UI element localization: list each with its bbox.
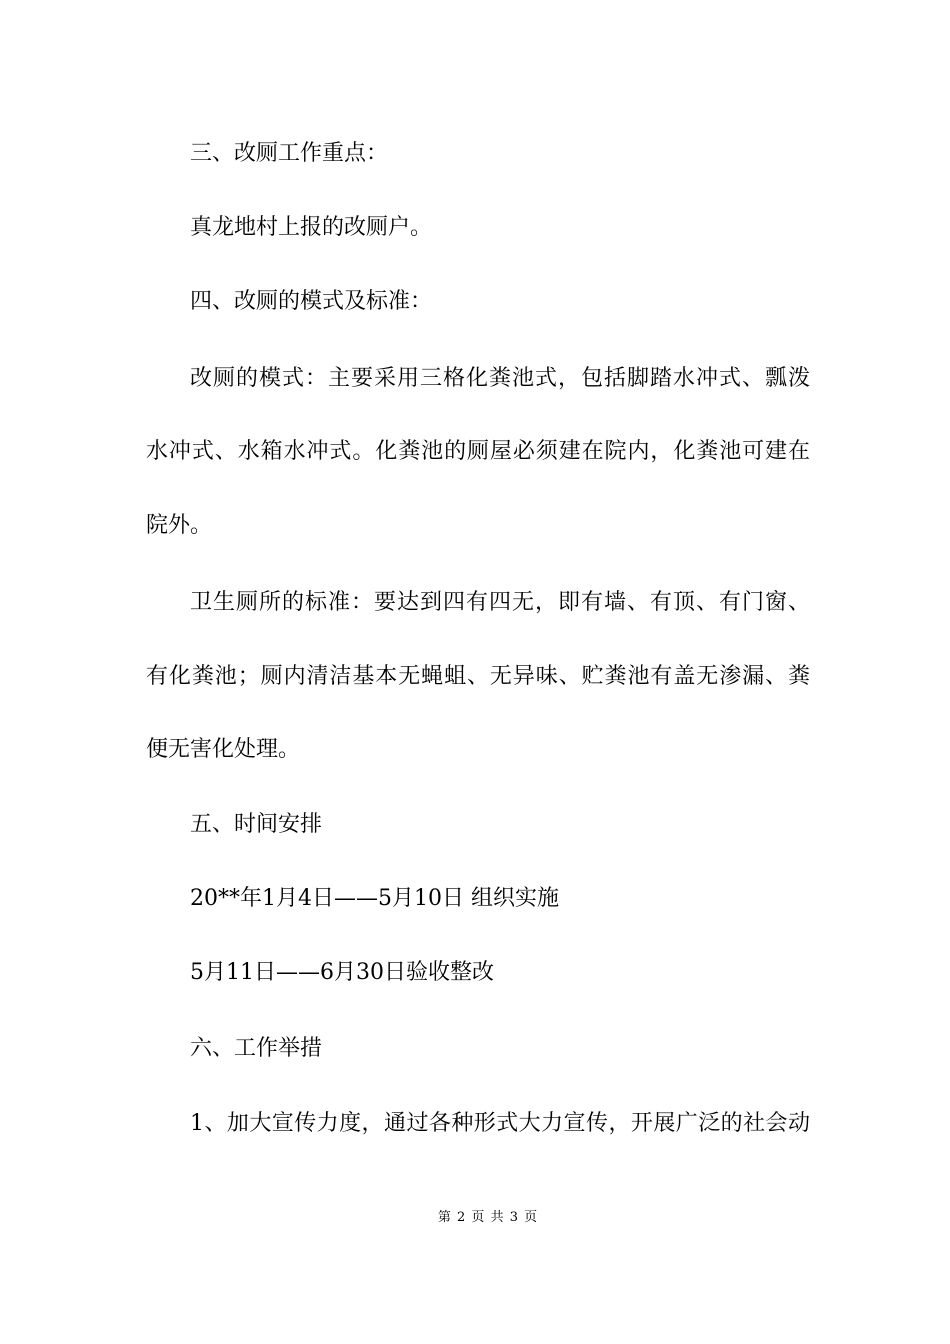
- paragraph-focus-households: 真龙地村上报的改厕户。: [190, 215, 433, 240]
- section-heading-schedule: 五、时间安排: [190, 812, 323, 837]
- paragraph-standard-line-2: 有化粪池；厕内清洁基本无蝇蛆、无异味、贮粪池有盖无渗漏、粪: [146, 664, 810, 689]
- paragraph-measure-1-line-1: 1、加大宣传力度，通过各种形式大力宣传，开展广泛的社会动: [190, 1111, 810, 1136]
- section-heading-measures: 六、工作举措: [190, 1036, 323, 1061]
- schedule-item-acceptance: 5月11日——6月30日验收整改: [190, 960, 494, 985]
- paragraph-mode-line-1: 改厕的模式：主要采用三格化粪池式，包括脚踏水冲式、瓢泼: [190, 366, 810, 391]
- paragraph-standard-line-3: 便无害化处理。: [146, 737, 301, 762]
- paragraph-mode-line-2: 水冲式、水箱水冲式。化粪池的厕屋必须建在院内，化粪池可建在: [146, 439, 810, 464]
- page-footer: [0, 1209, 950, 1227]
- paragraph-mode-line-3: 院外。: [146, 513, 213, 538]
- footer-label-total: 共: [490, 1210, 504, 1225]
- schedule-item-implementation: 20**年1月4日——5月10日 组织实施: [190, 886, 559, 911]
- footer-total-pages: 3: [509, 1210, 518, 1225]
- footer-label-unit: 页: [471, 1210, 485, 1225]
- footer-label-page: 第: [437, 1210, 451, 1225]
- section-heading-focus: 三、改厕工作重点：: [190, 141, 389, 166]
- paragraph-standard-line-1: 卫生厕所的标准：要达到四有四无，即有墙、有顶、有门窗、: [190, 590, 810, 615]
- section-heading-mode-standard: 四、改厕的模式及标准：: [190, 289, 433, 314]
- footer-current-page: 2: [456, 1210, 466, 1225]
- page-number-indicator: [437, 1209, 538, 1227]
- footer-label-unit-2: 页: [524, 1210, 538, 1225]
